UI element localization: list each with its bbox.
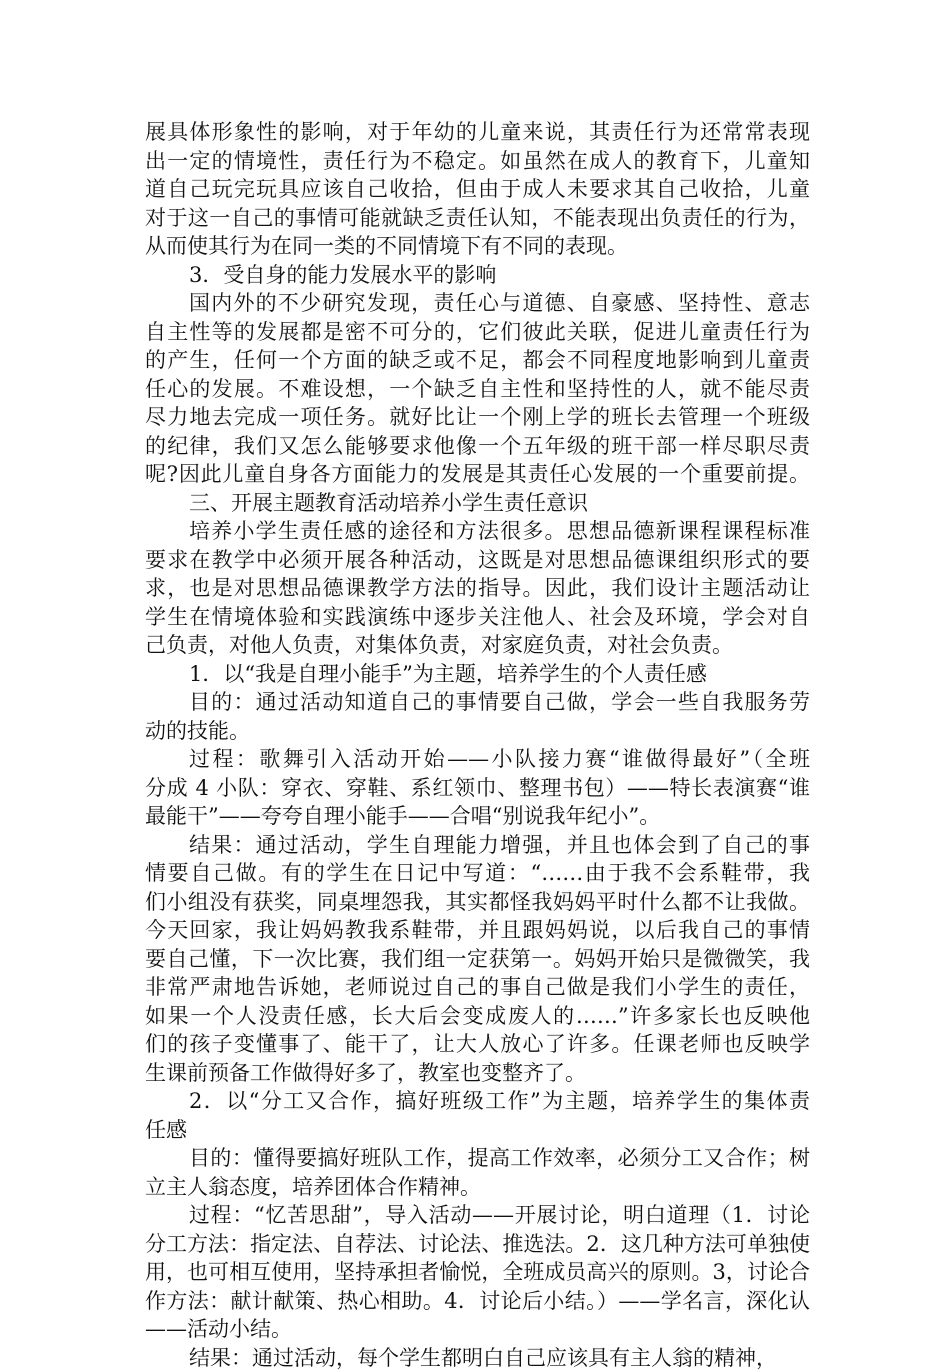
text-line: 目的：懂得要搞好班队工作，提高工作效率，必须分工又合作；树 xyxy=(145,1144,810,1173)
text-line: 结果：通过活动，每个学生都明白自己应该具有主人翁的精神， xyxy=(145,1344,810,1372)
text-line: 己负责，对他人负责，对集体负责，对家庭负责，对社会负责。 xyxy=(145,631,810,660)
section-heading: 3．受自身的能力发展水平的影响 xyxy=(145,261,810,290)
text-line: 如果一个人没责任感，长大后会变成废人的……”许多家长也反映他 xyxy=(145,1002,810,1031)
document-page xyxy=(145,118,810,1372)
text-line: 结果：通过活动，学生自理能力增强，并且也体会到了自己的事 xyxy=(145,831,810,860)
text-line: 任心的发展。不难设想，一个缺乏自主性和坚持性的人，就不能尽责 xyxy=(145,375,810,404)
text-line: 要自己懂，下一次比赛，我们组一定获第一。妈妈开始只是微微笑，我 xyxy=(145,945,810,974)
text-line: 分成 4 小队：穿衣、穿鞋、系红领巾、整理书包）——特长表演赛“谁 xyxy=(145,774,810,803)
text-line: 从而使其行为在同一类的不同情境下有不同的表现。 xyxy=(145,232,810,261)
text-line: 分工方法：指定法、自荐法、讨论法、推选法。2．这几种方法可单独使 xyxy=(145,1230,810,1259)
text-line: 呢?因此儿童自身各方面能力的发展是其责任心发展的一个重要前提。 xyxy=(145,460,810,489)
text-line: 的产生，任何一个方面的缺乏或不足，都会不同程度地影响到儿童责 xyxy=(145,346,810,375)
text-line: 动的技能。 xyxy=(145,717,810,746)
section-heading: 任感 xyxy=(145,1116,810,1145)
text-line: 过程：“忆苦思甜”，导入活动——开展讨论，明白道理（1．讨论 xyxy=(145,1201,810,1230)
text-line: 展具体形象性的影响，对于年幼的儿童来说，其责任行为还常常表现 xyxy=(145,118,810,147)
text-line: 今天回家，我让妈妈教我系鞋带，并且跟妈妈说，以后我自己的事情 xyxy=(145,916,810,945)
text-line: 道自己玩完玩具应该自己收拾，但由于成人未要求其自己收拾，儿童 xyxy=(145,175,810,204)
text-line: 们的孩子变懂事了、能干了，让大人放心了许多。任课老师也反映学 xyxy=(145,1030,810,1059)
text-line: 情要自己做。有的学生在日记中写道：“……由于我不会系鞋带，我 xyxy=(145,859,810,888)
text-line: 最能干”——夸夸自理小能手——合唱“别说我年纪小”。 xyxy=(145,802,810,831)
text-line: 自主性等的发展都是密不可分的，它们彼此关联，促进儿童责任行为 xyxy=(145,318,810,347)
text-line: 生课前预备工作做得好多了，教室也变整齐了。 xyxy=(145,1059,810,1088)
text-line: 培养小学生责任感的途径和方法很多。思想品德新课程课程标准 xyxy=(145,517,810,546)
text-line: ——活动小结。 xyxy=(145,1315,810,1344)
section-heading: 2．以“分工又合作，搞好班级工作”为主题，培养学生的集体责 xyxy=(145,1087,810,1116)
text-line: 非常严肃地告诉她，老师说过自己的事自己做是我们小学生的责任， xyxy=(145,973,810,1002)
text-line: 目的：通过活动知道自己的事情要自己做，学会一些自我服务劳 xyxy=(145,688,810,717)
text-line: 要求在教学中必须开展各种活动，这既是对思想品德课组织形式的要 xyxy=(145,546,810,575)
section-heading: 1．以“我是自理小能手”为主题，培养学生的个人责任感 xyxy=(145,660,810,689)
text-line: 尽力地去完成一项任务。就好比让一个刚上学的班长去管理一个班级 xyxy=(145,403,810,432)
text-line: 学生在情境体验和实践演练中逐步关注他人、社会及环境，学会对自 xyxy=(145,603,810,632)
text-line: 的纪律，我们又怎么能够要求他像一个五年级的班干部一样尽职尽责 xyxy=(145,432,810,461)
text-line: 对于这一自己的事情可能就缺乏责任认知，不能表现出负责任的行为， xyxy=(145,204,810,233)
text-line: 过程：歌舞引入活动开始——小队接力赛“谁做得最好”（全班 xyxy=(145,745,810,774)
text-line: 国内外的不少研究发现，责任心与道德、自豪感、坚持性、意志 xyxy=(145,289,810,318)
text-line: 用，也可相互使用，坚持承担者愉悦，全班成员高兴的原则。3，讨论合 xyxy=(145,1258,810,1287)
text-line: 作方法：献计献策、热心相助。4．讨论后小结。）——学名言，深化认 xyxy=(145,1287,810,1316)
section-heading: 三、开展主题教育活动培养小学生责任意识 xyxy=(145,489,810,518)
text-line: 立主人翁态度，培养团体合作精神。 xyxy=(145,1173,810,1202)
text-line: 出一定的情境性，责任行为不稳定。如虽然在成人的教育下，儿童知 xyxy=(145,147,810,176)
text-line: 们小组没有获奖，同桌埋怨我，其实都怪我妈妈平时什么都不让我做。 xyxy=(145,888,810,917)
text-line: 求，也是对思想品德课教学方法的指导。因此，我们设计主题活动让 xyxy=(145,574,810,603)
